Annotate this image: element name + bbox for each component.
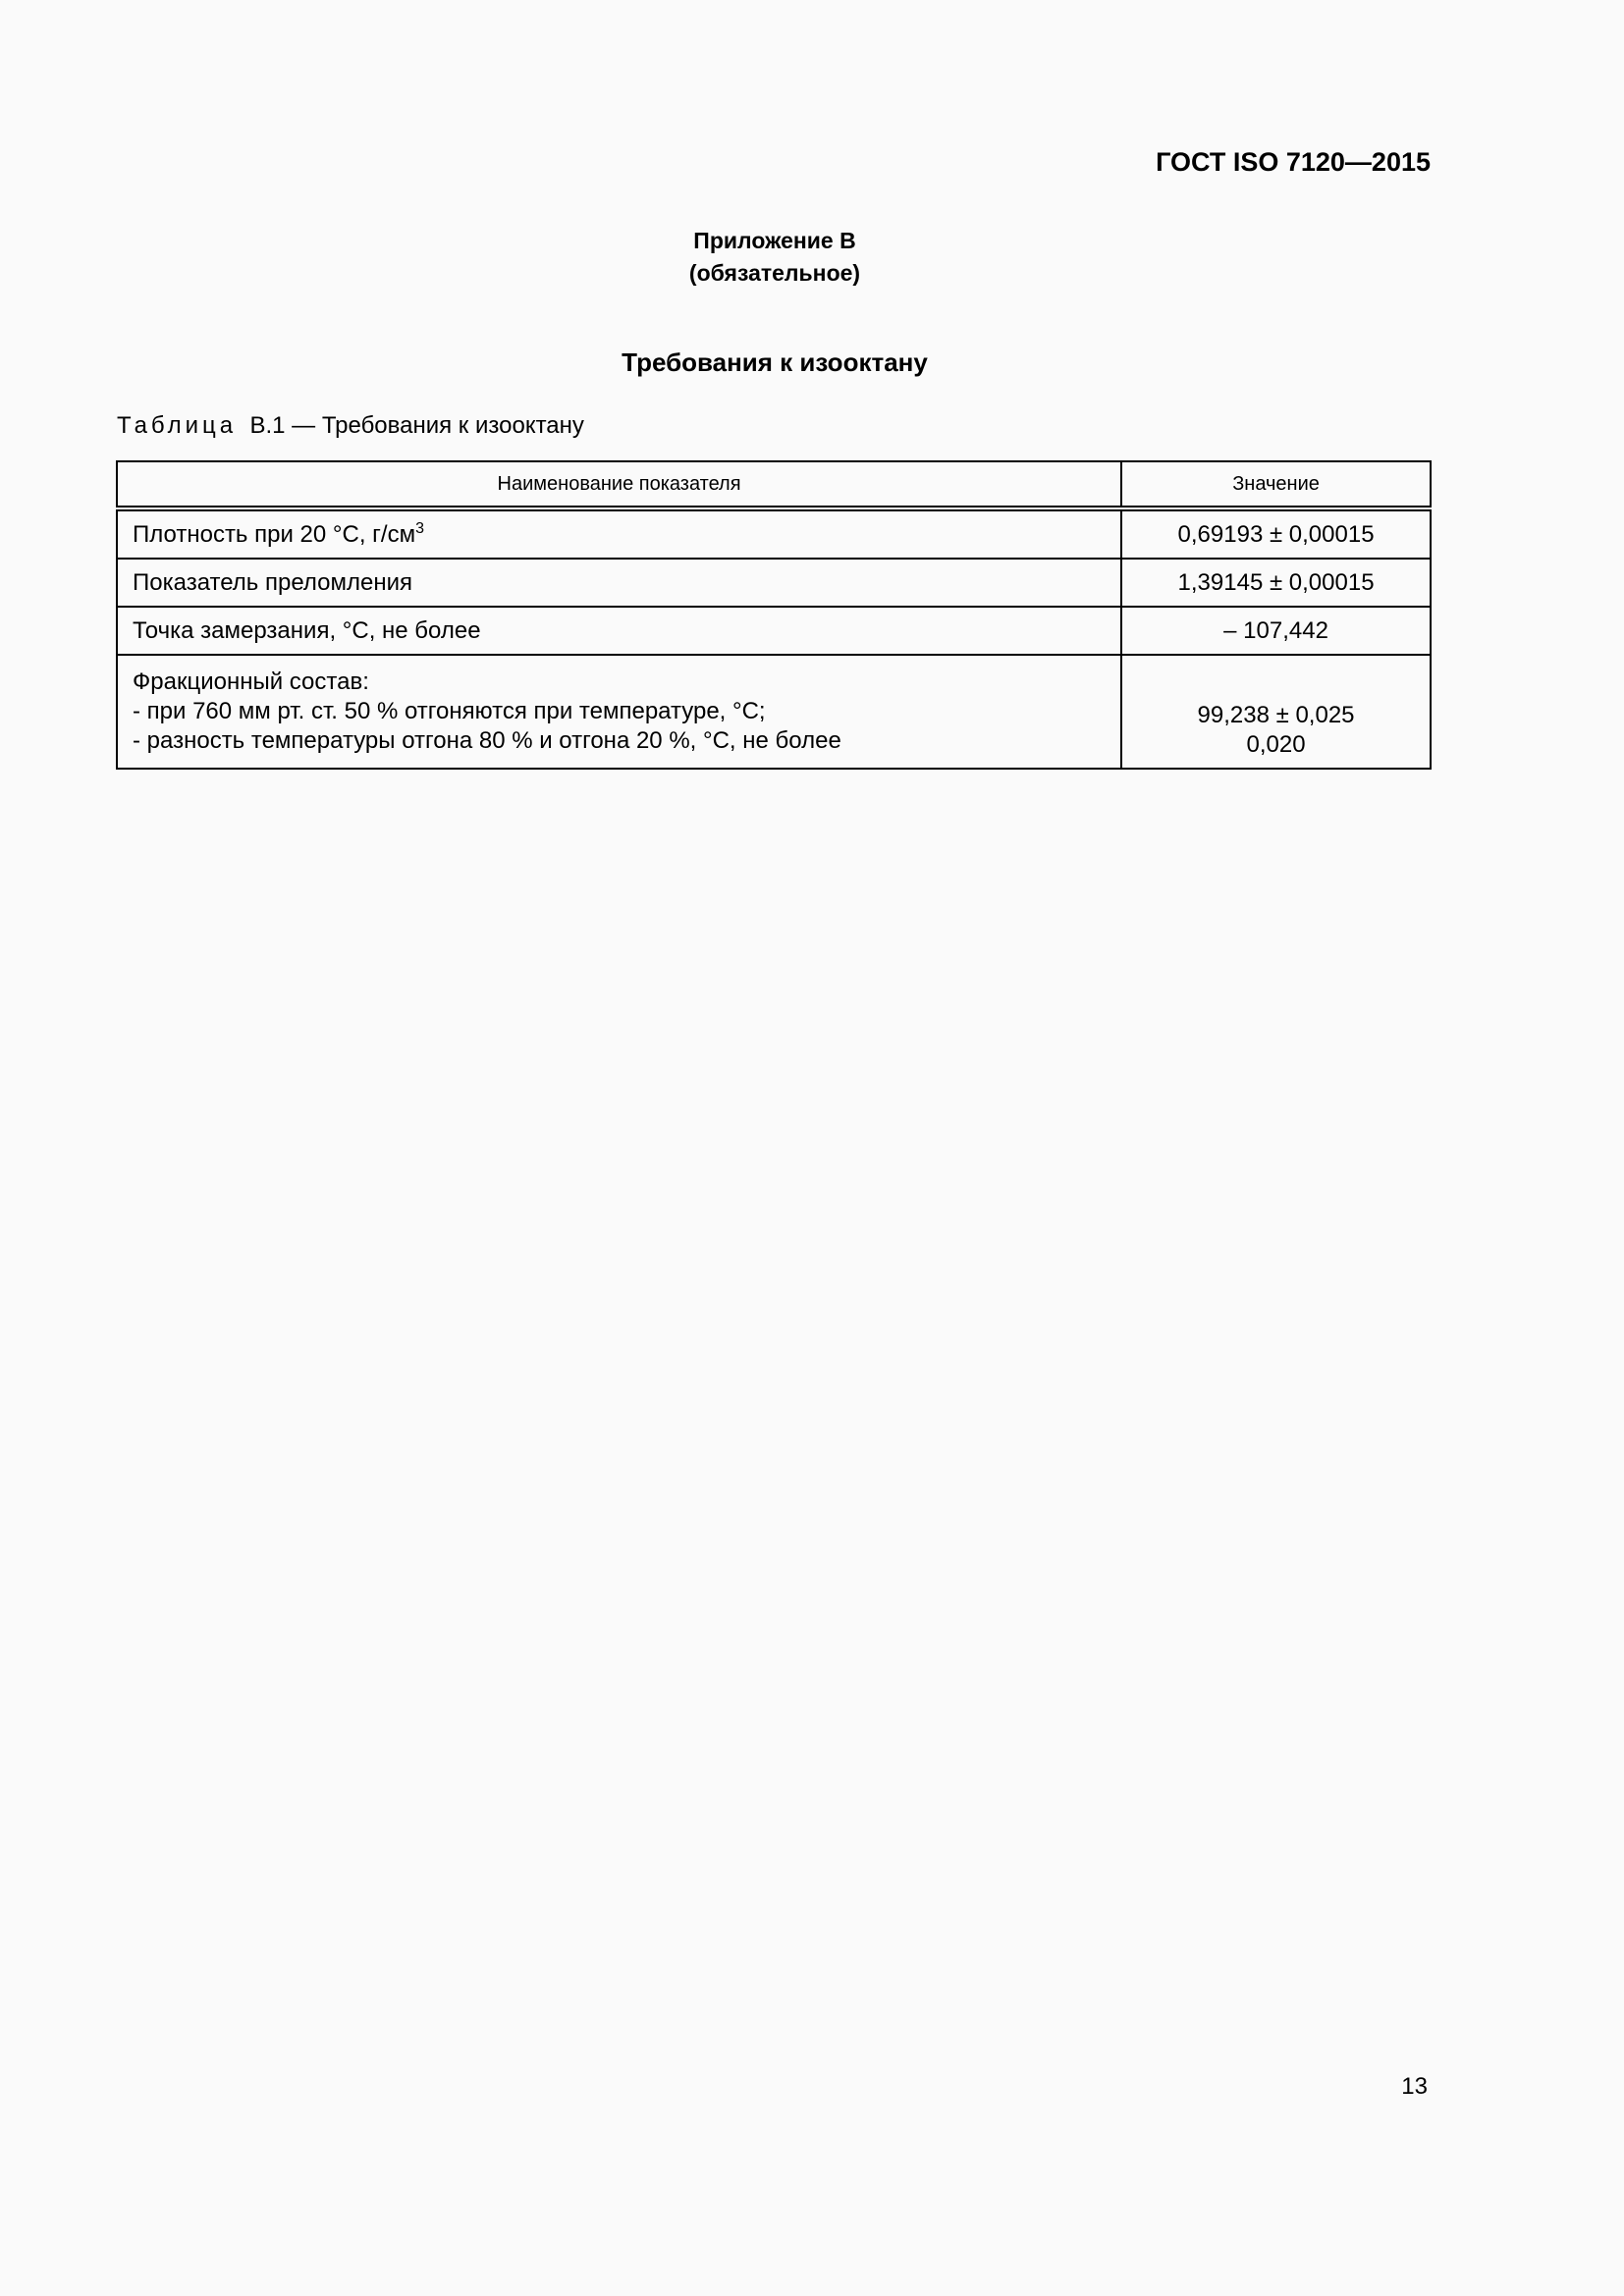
column-header-value: Значение	[1121, 461, 1431, 508]
row-value: – 107,442	[1121, 607, 1431, 655]
table-caption	[117, 412, 584, 440]
row-name	[117, 508, 1121, 559]
row-value-line: 99,238 ± 0,025	[1197, 702, 1355, 728]
appendix-heading	[0, 225, 1549, 290]
row-value: 1,39145 ± 0,00015	[1121, 559, 1431, 607]
caption-number: В.1	[249, 412, 286, 439]
row-name	[117, 655, 1121, 769]
caption-text: — Требования к изооктану	[292, 412, 584, 439]
row-name: Показатель преломления	[117, 559, 1121, 607]
row-name: Точка замерзания, °С, не более	[117, 607, 1121, 655]
table-row	[117, 508, 1431, 559]
column-header-name: Наименование показателя	[117, 461, 1121, 508]
row-value-line: 0,020	[1246, 731, 1306, 758]
caption-prefix: Таблица	[117, 412, 238, 439]
table-row	[117, 607, 1431, 655]
document-code: ГОСТ ISO 7120—2015	[1156, 147, 1431, 177]
table-row	[117, 559, 1431, 607]
row-name-line: Фракционный состав:	[133, 668, 369, 695]
row-value: 0,69193 ± 0,00015	[1121, 508, 1431, 559]
superscript: 3	[415, 520, 424, 537]
row-name-line: - разность температуры отгона 80 % и отгона 20 %, °С, не более	[133, 727, 841, 754]
row-value	[1121, 655, 1431, 769]
table-row	[117, 655, 1431, 769]
requirements-table	[116, 460, 1432, 770]
row-name-text: Плотность при 20 °С, г/см	[133, 521, 416, 548]
page-number: 13	[1401, 2073, 1428, 2100]
row-name-line: - при 760 мм рт. ст. 50 % отгоняются при температуре, °С;	[133, 698, 766, 724]
section-title: Требования к изооктану	[622, 347, 928, 377]
appendix-status: (обязательное)	[688, 260, 861, 286]
appendix-title: Приложение В	[693, 228, 856, 253]
table-header-row	[117, 461, 1431, 508]
